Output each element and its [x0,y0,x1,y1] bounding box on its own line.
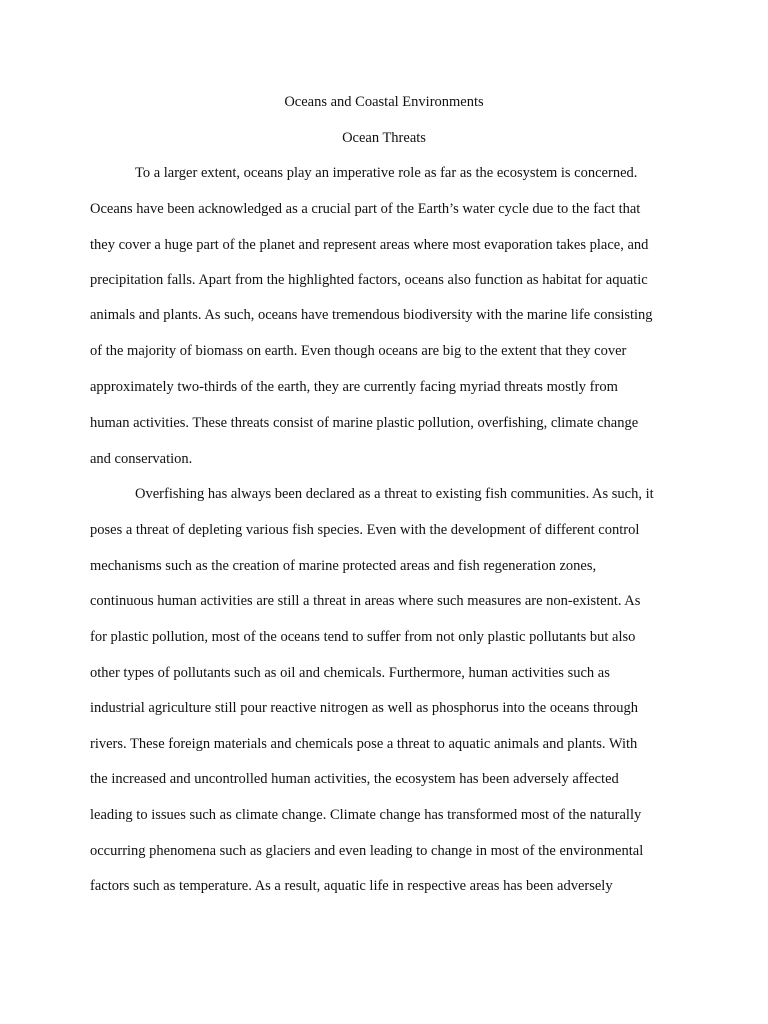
paragraph-line: To a larger extent, oceans play an imperative role as far as the ecosystem is concerned. [135,165,638,181]
paragraph-line: human activities. These threats consist of marine plastic pollution, overfishing, climate change [90,415,639,431]
paragraph-line: leading to issues such as climate change. Climate change has transformed most of the naturally [90,807,642,823]
paragraph-line: rivers. These foreign materials and chemicals pose a threat to aquatic animals and plants. With [90,736,638,752]
paragraph-line: continuous human activities are still a threat in areas where such measures are non-existent. As [90,593,641,609]
paragraph-line: other types of pollutants such as oil and chemicals. Furthermore, human activities such as [90,665,610,681]
paragraph-line: industrial agriculture still pour reactive nitrogen as well as phosphorus into the oceans through [90,700,639,716]
paragraph-line: of the majority of biomass on earth. Even though oceans are big to the extent that they cover [90,343,627,359]
paragraph-line: precipitation falls. Apart from the highlighted factors, oceans also function as habitat for aquatic [90,272,648,288]
document-title: Oceans and Coastal Environments [284,94,484,110]
paragraph-line: approximately two-thirds of the earth, they are currently facing myriad threats mostly from [90,379,618,395]
paragraph-line: poses a threat of depleting various fish species. Even with the development of different control [90,522,640,538]
paragraph-line: animals and plants. As such, oceans have tremendous biodiversity with the marine life consisting [90,307,653,323]
paragraph-line: they cover a huge part of the planet and represent areas where most evaporation takes place, and [90,237,649,253]
paragraph-line: and conservation. [90,451,193,467]
paragraph-line: Oceans have been acknowledged as a crucial part of the Earth’s water cycle due to the fact that [90,201,641,217]
document-subtitle: Ocean Threats [342,130,426,146]
paragraph-line: factors such as temperature. As a result, aquatic life in respective areas has been adversely [90,878,613,894]
paragraph-line: mechanisms such as the creation of marine protected areas and fish regeneration zones, [90,558,597,574]
paragraph-line: occurring phenomena such as glaciers and even leading to change in most of the environmental [90,843,644,859]
paragraph-line: for plastic pollution, most of the oceans tend to suffer from not only plastic pollutants but also [90,629,636,645]
paragraph-line: the increased and uncontrolled human activities, the ecosystem has been adversely affected [90,771,619,787]
paragraph-line: Overfishing has always been declared as a threat to existing fish communities. As such, it [135,486,654,502]
